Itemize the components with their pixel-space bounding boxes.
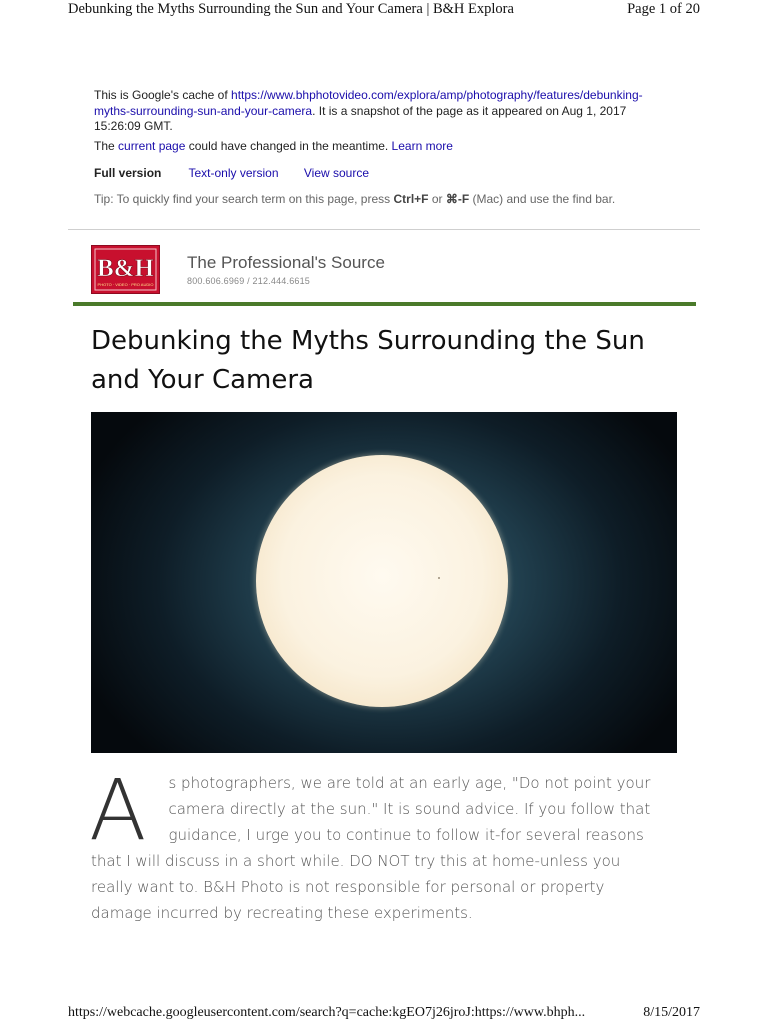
print-page-number: Page 1 of 20	[627, 1, 700, 17]
bh-logo-graphic	[92, 246, 159, 293]
site-phone: 800.606.6969 / 212.444.6615	[187, 276, 311, 286]
cache-version-links	[94, 166, 664, 182]
current-page-link[interactable]: current page	[118, 138, 186, 153]
site-header	[91, 242, 696, 308]
drop-cap: A	[89, 761, 147, 859]
learn-more-link[interactable]: Learn more	[391, 138, 453, 153]
full-version-label: Full version	[94, 166, 162, 180]
print-page-title: Debunking the Myths Surrounding the Sun and Your Camera | B&H Explora	[68, 1, 514, 17]
article-title: Debunking the Myths Surrounding the Sun and Your Camera	[91, 326, 645, 395]
sun-photo	[91, 412, 677, 753]
site-tagline: The Professional's Source	[187, 253, 385, 272]
sun-disc	[256, 455, 508, 707]
print-footer-date: 8/15/2017	[643, 1005, 700, 1020]
print-footer	[68, 1004, 700, 1024]
text-only-version-link[interactable]: Text-only version	[188, 166, 279, 180]
logo-text: B&H	[97, 255, 154, 282]
article-intro	[89, 761, 666, 926]
bh-logo[interactable]	[91, 245, 160, 294]
intro-paragraph: s photographers, we are told at an early age, "Do not point your camera directly at the sun." It is sound advice. If you follow that guidance, I urge you to continue to follow it-for several reasons that I will discuss in a short while. DO NOT try this at home-unless you really want to. B&H Photo is not responsible for personal or property damage incurred by recreating these experiments.	[91, 774, 651, 922]
cache-notice-line1: This is Google's cache of https://www.bhphotovideo.com/explora/amp/photography/features/debunking-myths-surrounding-sun-and-your-camera. It is a snapshot of the page as it appeared on Aug 1, 2017 15:26:09 GMT.	[94, 88, 643, 133]
cache-notice-line2: The current page could have changed in the meantime. Learn more	[94, 138, 453, 153]
cache-divider	[68, 229, 700, 230]
header-accent-rule	[73, 302, 696, 306]
cache-tip: Tip: To quickly find your search term on this page, press Ctrl+F or ⌘-F (Mac) and use the find bar.	[94, 191, 616, 206]
view-source-link[interactable]: View source	[303, 166, 370, 180]
print-header	[68, 0, 700, 24]
cached-url-link[interactable]: https://www.bhphotovideo.com/explora/amp/photography/features/debunking-myths-surrounding-sun-and-your-camera	[94, 88, 643, 118]
logo-subtext: PHOTO · VIDEO · PRO AUDIO	[97, 282, 154, 287]
google-cache-notice	[94, 88, 664, 207]
sunspot	[438, 577, 440, 579]
print-footer-url: https://webcache.googleusercontent.com/search?q=cache:kgEO7j26jroJ:https://www.bhph...	[68, 1005, 586, 1020]
